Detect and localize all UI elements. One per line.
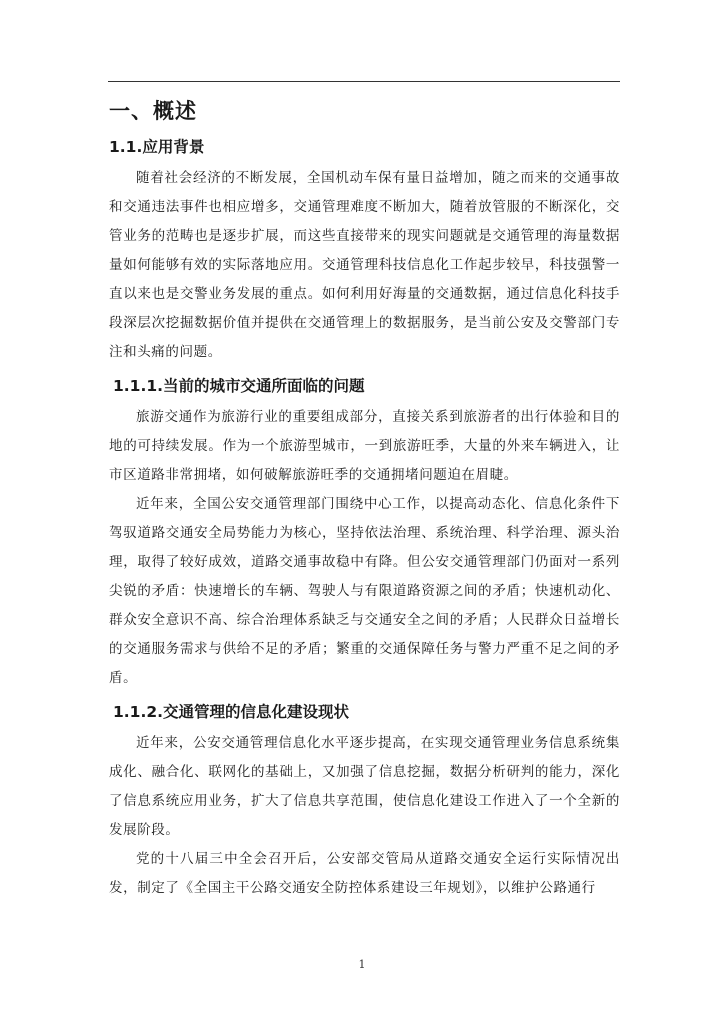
page-content (109, 84, 620, 903)
subsection-heading-problems: 1.1.1.当前的城市交通所面临的问题 (113, 377, 365, 395)
paragraph-status-1: 近年来，公安交通管理信息化水平逐步提高，在实现交通管理业务信息系统集成化、融合化、联网化的基础上，又加强了信息挖掘，数据分析研判的能力，深化了信息系统应用业务，扩大了信息共享范围，使信息化建设工作进入了一个全新的发展阶段。 (109, 735, 620, 838)
chapter-title: 一、概述 (109, 99, 197, 123)
section-heading-background: 1.1.应用背景 (109, 138, 205, 156)
paragraph-problems-2: 近年来，全国公安交通管理部门围绕中心工作，以提高动态化、信息化条件下驾驭道路交通安全局势能力为核心，坚持依法治理、系统治理、科学治理、源头治理，取得了较好成效，道路交通事故稳中有降。但公安交通管理部门仍面对一系列尖锐的矛盾：快速增长的车辆、驾驶人与有限道路资源之间的矛盾；快速机动化、群众安全意识不高、综合治理体系缺乏与交通安全之间的矛盾；人民群众日益增长的交通服务需求与供给不足的矛盾；繁重的交通保障任务与警力严重不足之间的矛盾。 (109, 496, 620, 686)
paragraph-status-2: 党的十八届三中全会召开后，公安部交管局从道路交通安全运行实际情况出发，制定了《全国主干公路交通安全防控体系建设三年规划》，以维护公路通行 (109, 851, 620, 896)
subsection-heading-status: 1.1.2.交通管理的信息化建设现状 (113, 703, 350, 721)
paragraph-background: 随着社会经济的不断发展，全国机动车保有量日益增加，随之而来的交通事故和交通违法事件也相应增多，交通管理难度不断加大，随着放管服的不断深化，交管业务的范畴也是逐步扩展，而这些直接带来的现实问题就是交通管理的海量数据量如何能够有效的实际落地应用。交通管理科技信息化工作起步较早，科技强警一直以来也是交警业务发展的重点。如何利用好海量的交通数据，通过信息化科技手段深层次挖掘数据价值并提供在交通管理上的数据服务，是当前公安及交警部门专注和头痛的问题。 (109, 170, 620, 360)
header-rule (108, 81, 620, 82)
page-number: 1 (358, 958, 366, 971)
paragraph-problems-1: 旅游交通作为旅游行业的重要组成部分，直接关系到旅游者的出行体验和目的地的可持续发展。作为一个旅游型城市，一到旅游旺季，大量的外来车辆进入，让市区道路非常拥堵，如何破解旅游旺季的交通拥堵问题迫在眉睫。 (109, 409, 620, 483)
